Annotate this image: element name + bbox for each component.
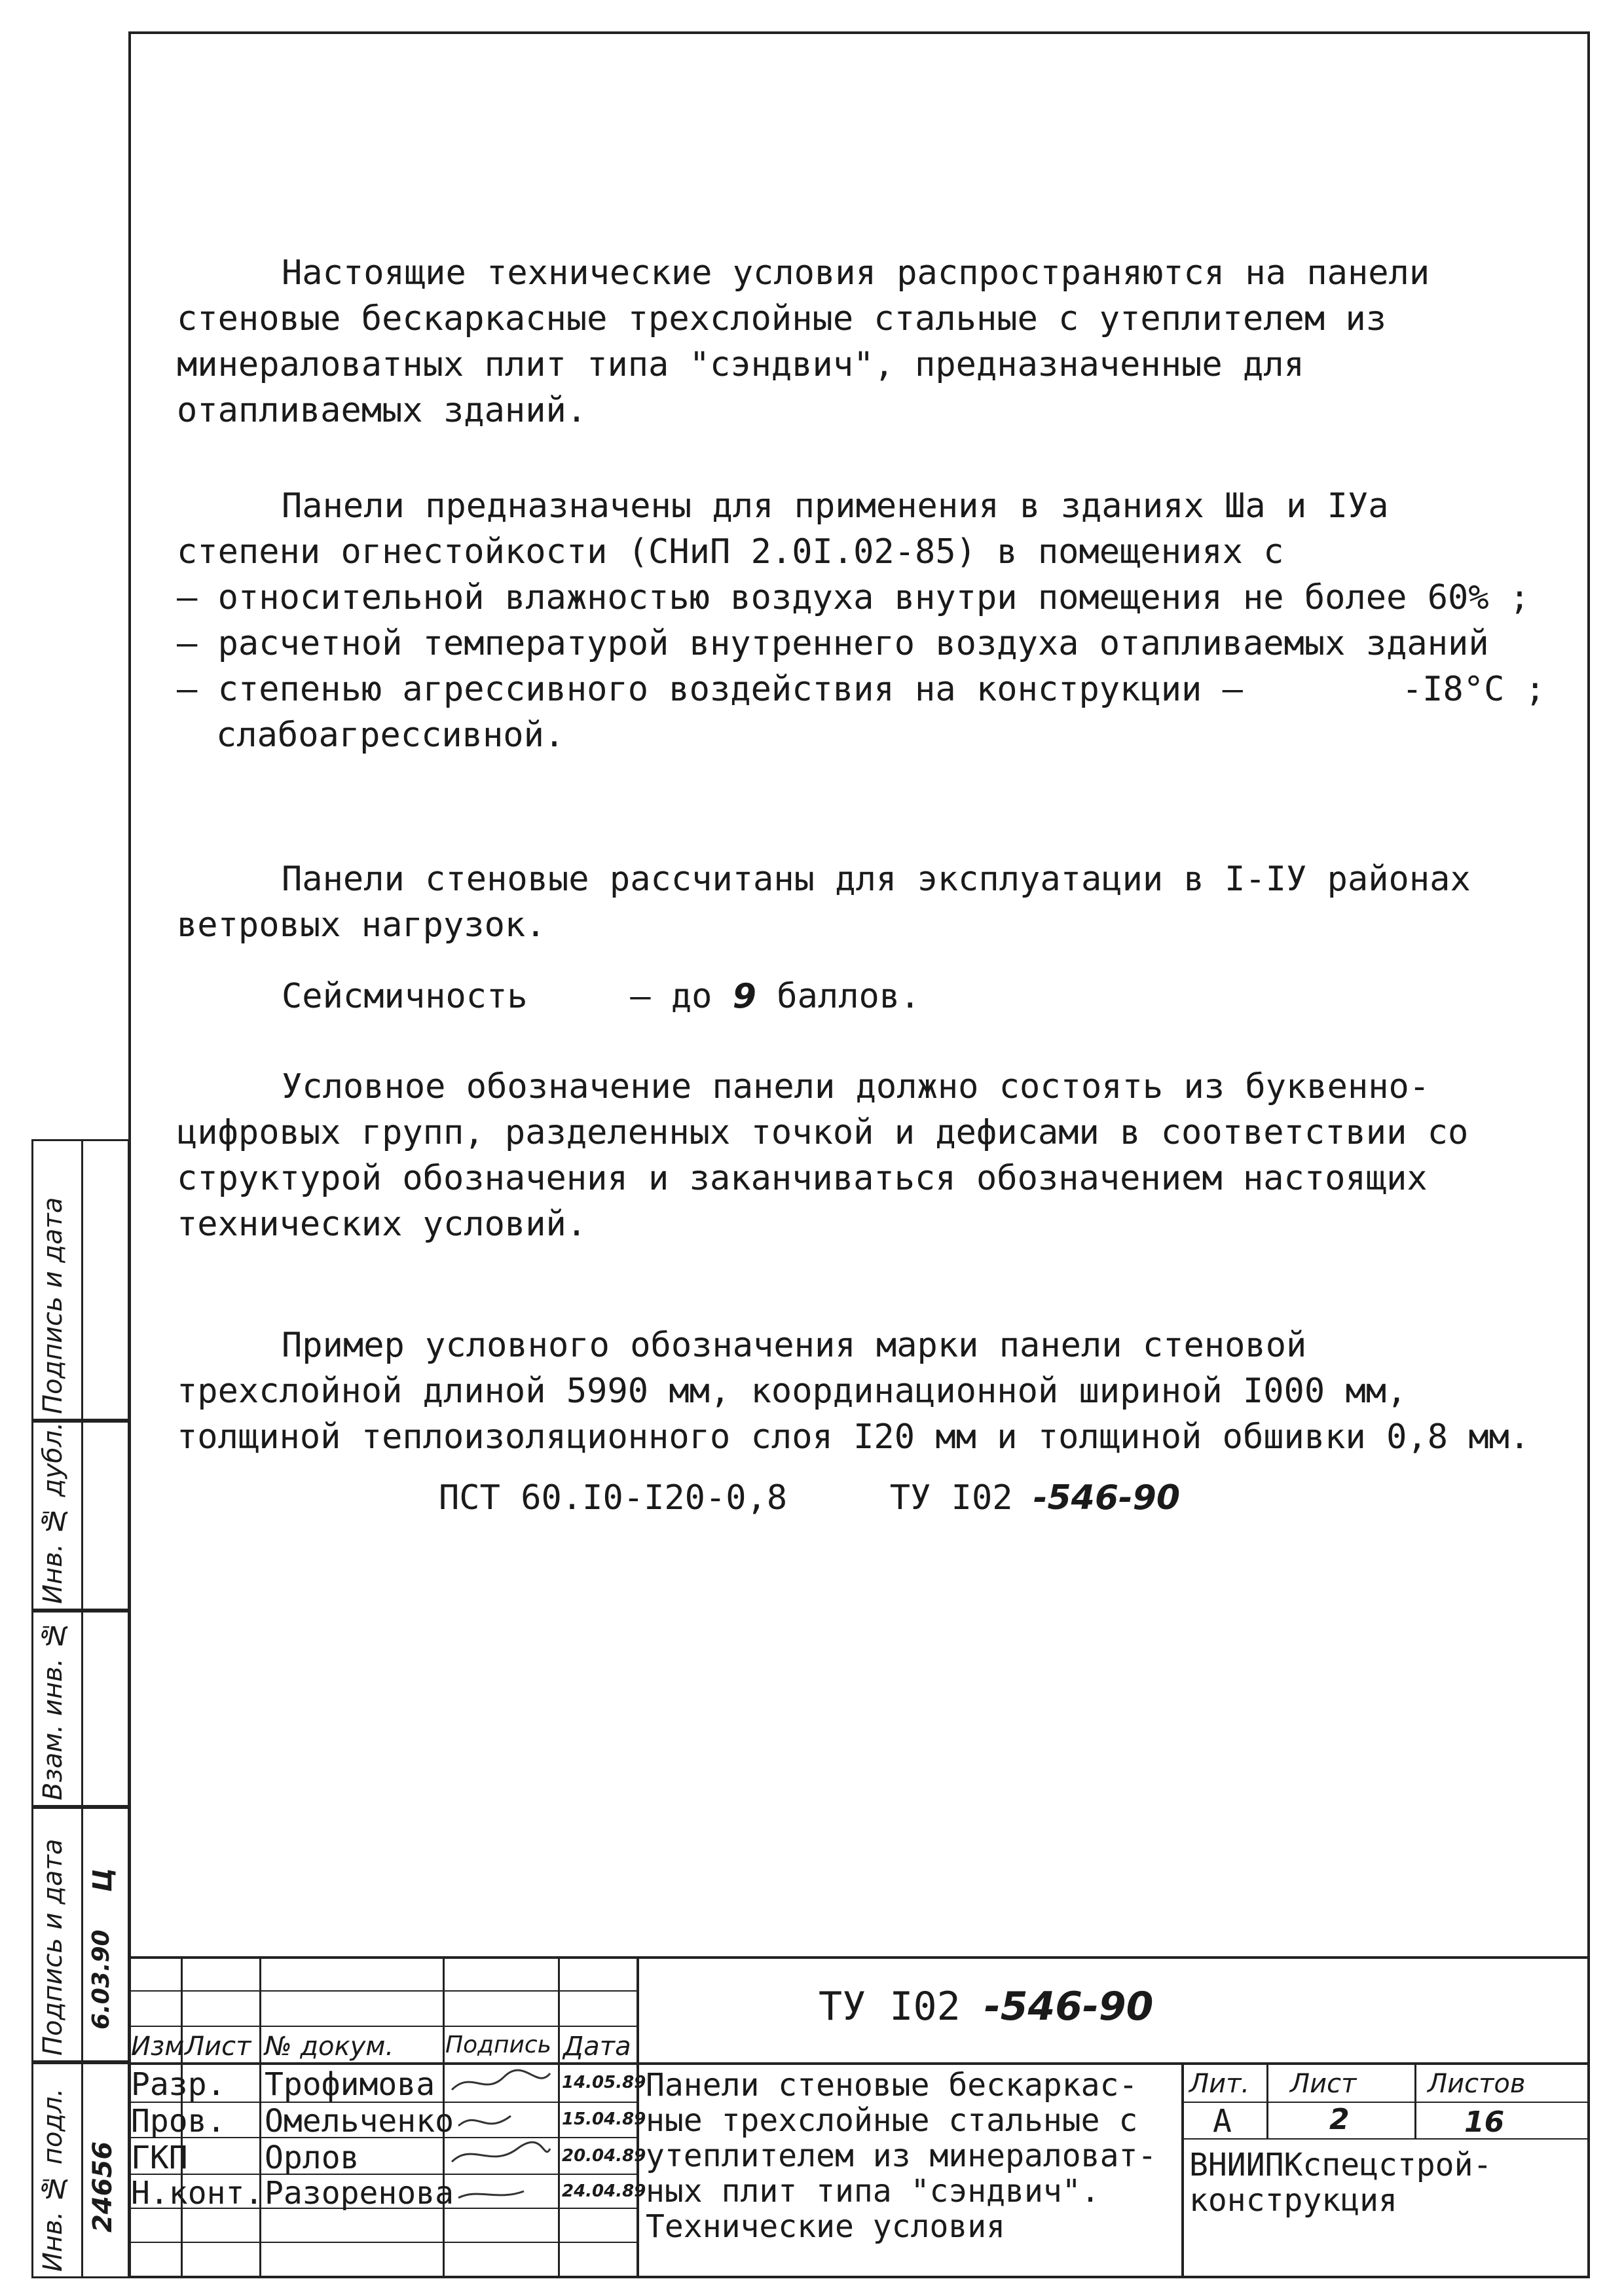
tb-vline <box>259 1956 261 2278</box>
tb-title-line: утеплителем из минераловат- <box>646 2138 1157 2174</box>
tb-col-sign: Подпись <box>445 2032 551 2058</box>
tb-org-line: ВНИИПКспецстрой- <box>1189 2147 1492 2183</box>
tb-title-line: Технические условия <box>646 2208 1006 2245</box>
seismic-suffix: баллов. <box>777 977 921 1016</box>
tb-sheets-value: 16 <box>1464 2105 1505 2139</box>
paragraph-text: Настоящие технические условия распространяются на панели стеновые бескаркасные трехслойные стальные с утеплителем из минераловатных плит типа "сэндвич", предназначенные для отапливаемых зданий. <box>177 253 1430 430</box>
seismic-value: 9 <box>732 977 756 1016</box>
label-sign-date-2: Подпись и дата <box>38 1838 68 2056</box>
tb-row-name: Разоренова <box>265 2175 454 2212</box>
tb-vline <box>1414 2062 1416 2138</box>
tb-hline <box>128 2242 639 2243</box>
tb-row-name: Орлов <box>265 2140 360 2176</box>
tb-row-name: Омельченко <box>265 2103 454 2140</box>
list-item-humidity: – относительной влажностью воздуха внутри помещения не более 60% ; <box>177 578 1530 617</box>
label-inv-podl: Инв. № подл. <box>38 2088 68 2272</box>
tb-row-date: 15.04.89 <box>562 2109 646 2129</box>
seismic-line <box>177 974 1545 1019</box>
tb-title <box>646 2068 1156 2244</box>
temperature-value: -I8°C ; <box>1401 670 1545 709</box>
signatures-icon <box>445 2064 557 2208</box>
tb-row-role: Пров. <box>131 2103 226 2140</box>
list-item-temperature <box>177 621 1545 709</box>
tb-row-role: Н.конт. <box>131 2175 264 2212</box>
hand-date: 6.03.90 <box>88 1929 115 2030</box>
tb-row-date: 14.05.89 <box>562 2073 646 2092</box>
paragraph-scope <box>177 250 1545 433</box>
tb-lit-value: А <box>1213 2103 1232 2140</box>
seismic-label: Сейсмичность <box>282 977 528 1016</box>
paragraph-text: Пример условного обозначения марки панели стеновой трехслойной длиной 5990 мм, координационной шириной I000 мм, толщиной теплоизоляционного слоя I20 мм и толщиной обшивки 0,8 мм. <box>177 1326 1530 1457</box>
tb-row-name: Трофимова <box>265 2066 435 2103</box>
tb-title-line: ных плит типа "сэндвич". <box>646 2173 1100 2210</box>
seismic-prefix: – до <box>630 977 712 1016</box>
designation-line <box>177 1475 1545 1521</box>
hand-inv-number: 24656 <box>88 2141 118 2232</box>
tb-hline <box>1183 2138 1590 2140</box>
tb-col-date: Дата <box>563 2032 631 2062</box>
paragraph-example <box>177 1322 1545 1460</box>
paragraph-application <box>177 483 1545 758</box>
tb-row-role: ГКП <box>131 2140 188 2176</box>
list-item-temperature-text: – расчетной температурой внутреннего воздуха отапливаемых зданий <box>177 624 1489 663</box>
tb-sheet-value: 2 <box>1329 2103 1350 2136</box>
designation-tu-number: -546-90 <box>1033 1478 1180 1518</box>
paragraph-designation <box>177 1064 1545 1247</box>
list-item-aggression: – степенью агрессивного воздействия на конструкции – слабоагрессивной. <box>177 670 1243 755</box>
paragraph-seismic <box>177 974 1545 1019</box>
tb-hline <box>128 2026 639 2027</box>
tb-vline <box>1181 2062 1184 2278</box>
paragraph-intro: Панели предназначены для применения в зданиях Ша и IУа степени огнестойкости (СНиП 2.0I.02-85) в помещениях с <box>177 486 1389 572</box>
tb-org <box>1189 2147 1492 2218</box>
tb-doc-code <box>819 1984 1153 2030</box>
tb-vline <box>558 1956 560 2278</box>
paragraph-text: Условное обозначение панели должно состоять из буквенно-цифровых групп, разделенных точкой и дефисами в соответствии со структурой обозначения и заканчиваться обозначением настоящих технических условий. <box>177 1067 1469 1244</box>
tb-doc-code-number: -546-90 <box>984 1984 1154 2030</box>
tb-col-izm: Изм <box>131 2032 185 2062</box>
tb-hline <box>128 2062 1590 2065</box>
tb-col-list: Лист <box>185 2032 251 2062</box>
tb-hline <box>128 1956 1590 1959</box>
tb-sheet-label: Лист <box>1290 2069 1357 2099</box>
tb-hline <box>1183 2102 1590 2103</box>
tb-title-line: ные трехслойные стальные с <box>646 2102 1138 2139</box>
paragraph-wind <box>177 856 1545 948</box>
paragraph-text: Панели стеновые рассчитаны для эксплуатации в I-IУ районах ветровых нагрузок. <box>177 860 1471 945</box>
tb-row-date: 20.04.89 <box>562 2146 646 2166</box>
label-inv-dubl: Инв. № дубл. <box>38 1421 68 1604</box>
tb-row-date: 24.04.89 <box>562 2181 646 2201</box>
hand-sign: Ц <box>88 1867 118 1892</box>
designation-tu: ТУ I02 <box>889 1478 1013 1518</box>
tb-doc-code-prefix: ТУ I02 <box>819 1984 961 2030</box>
tb-lit-label: Лит. <box>1189 2069 1250 2099</box>
example-designation <box>177 1475 1545 1521</box>
label-vzam-inv: Взам. инв. № <box>38 1620 68 1800</box>
side-divider <box>81 1139 83 2278</box>
tb-title-line: Панели стеновые бескаркас- <box>646 2067 1138 2104</box>
label-sign-date: Подпись и дата <box>38 1197 68 1414</box>
tb-sheets-label: Листов <box>1428 2069 1526 2099</box>
tb-org-line: конструкция <box>1189 2182 1397 2219</box>
designation-mark: ПСТ 60.I0-I20-0,8 <box>439 1478 788 1518</box>
tb-hline <box>128 1990 639 1992</box>
tb-col-doc: № докум. <box>265 2032 394 2062</box>
tb-row-role: Разр. <box>131 2066 226 2103</box>
tb-vline <box>1266 2062 1268 2138</box>
